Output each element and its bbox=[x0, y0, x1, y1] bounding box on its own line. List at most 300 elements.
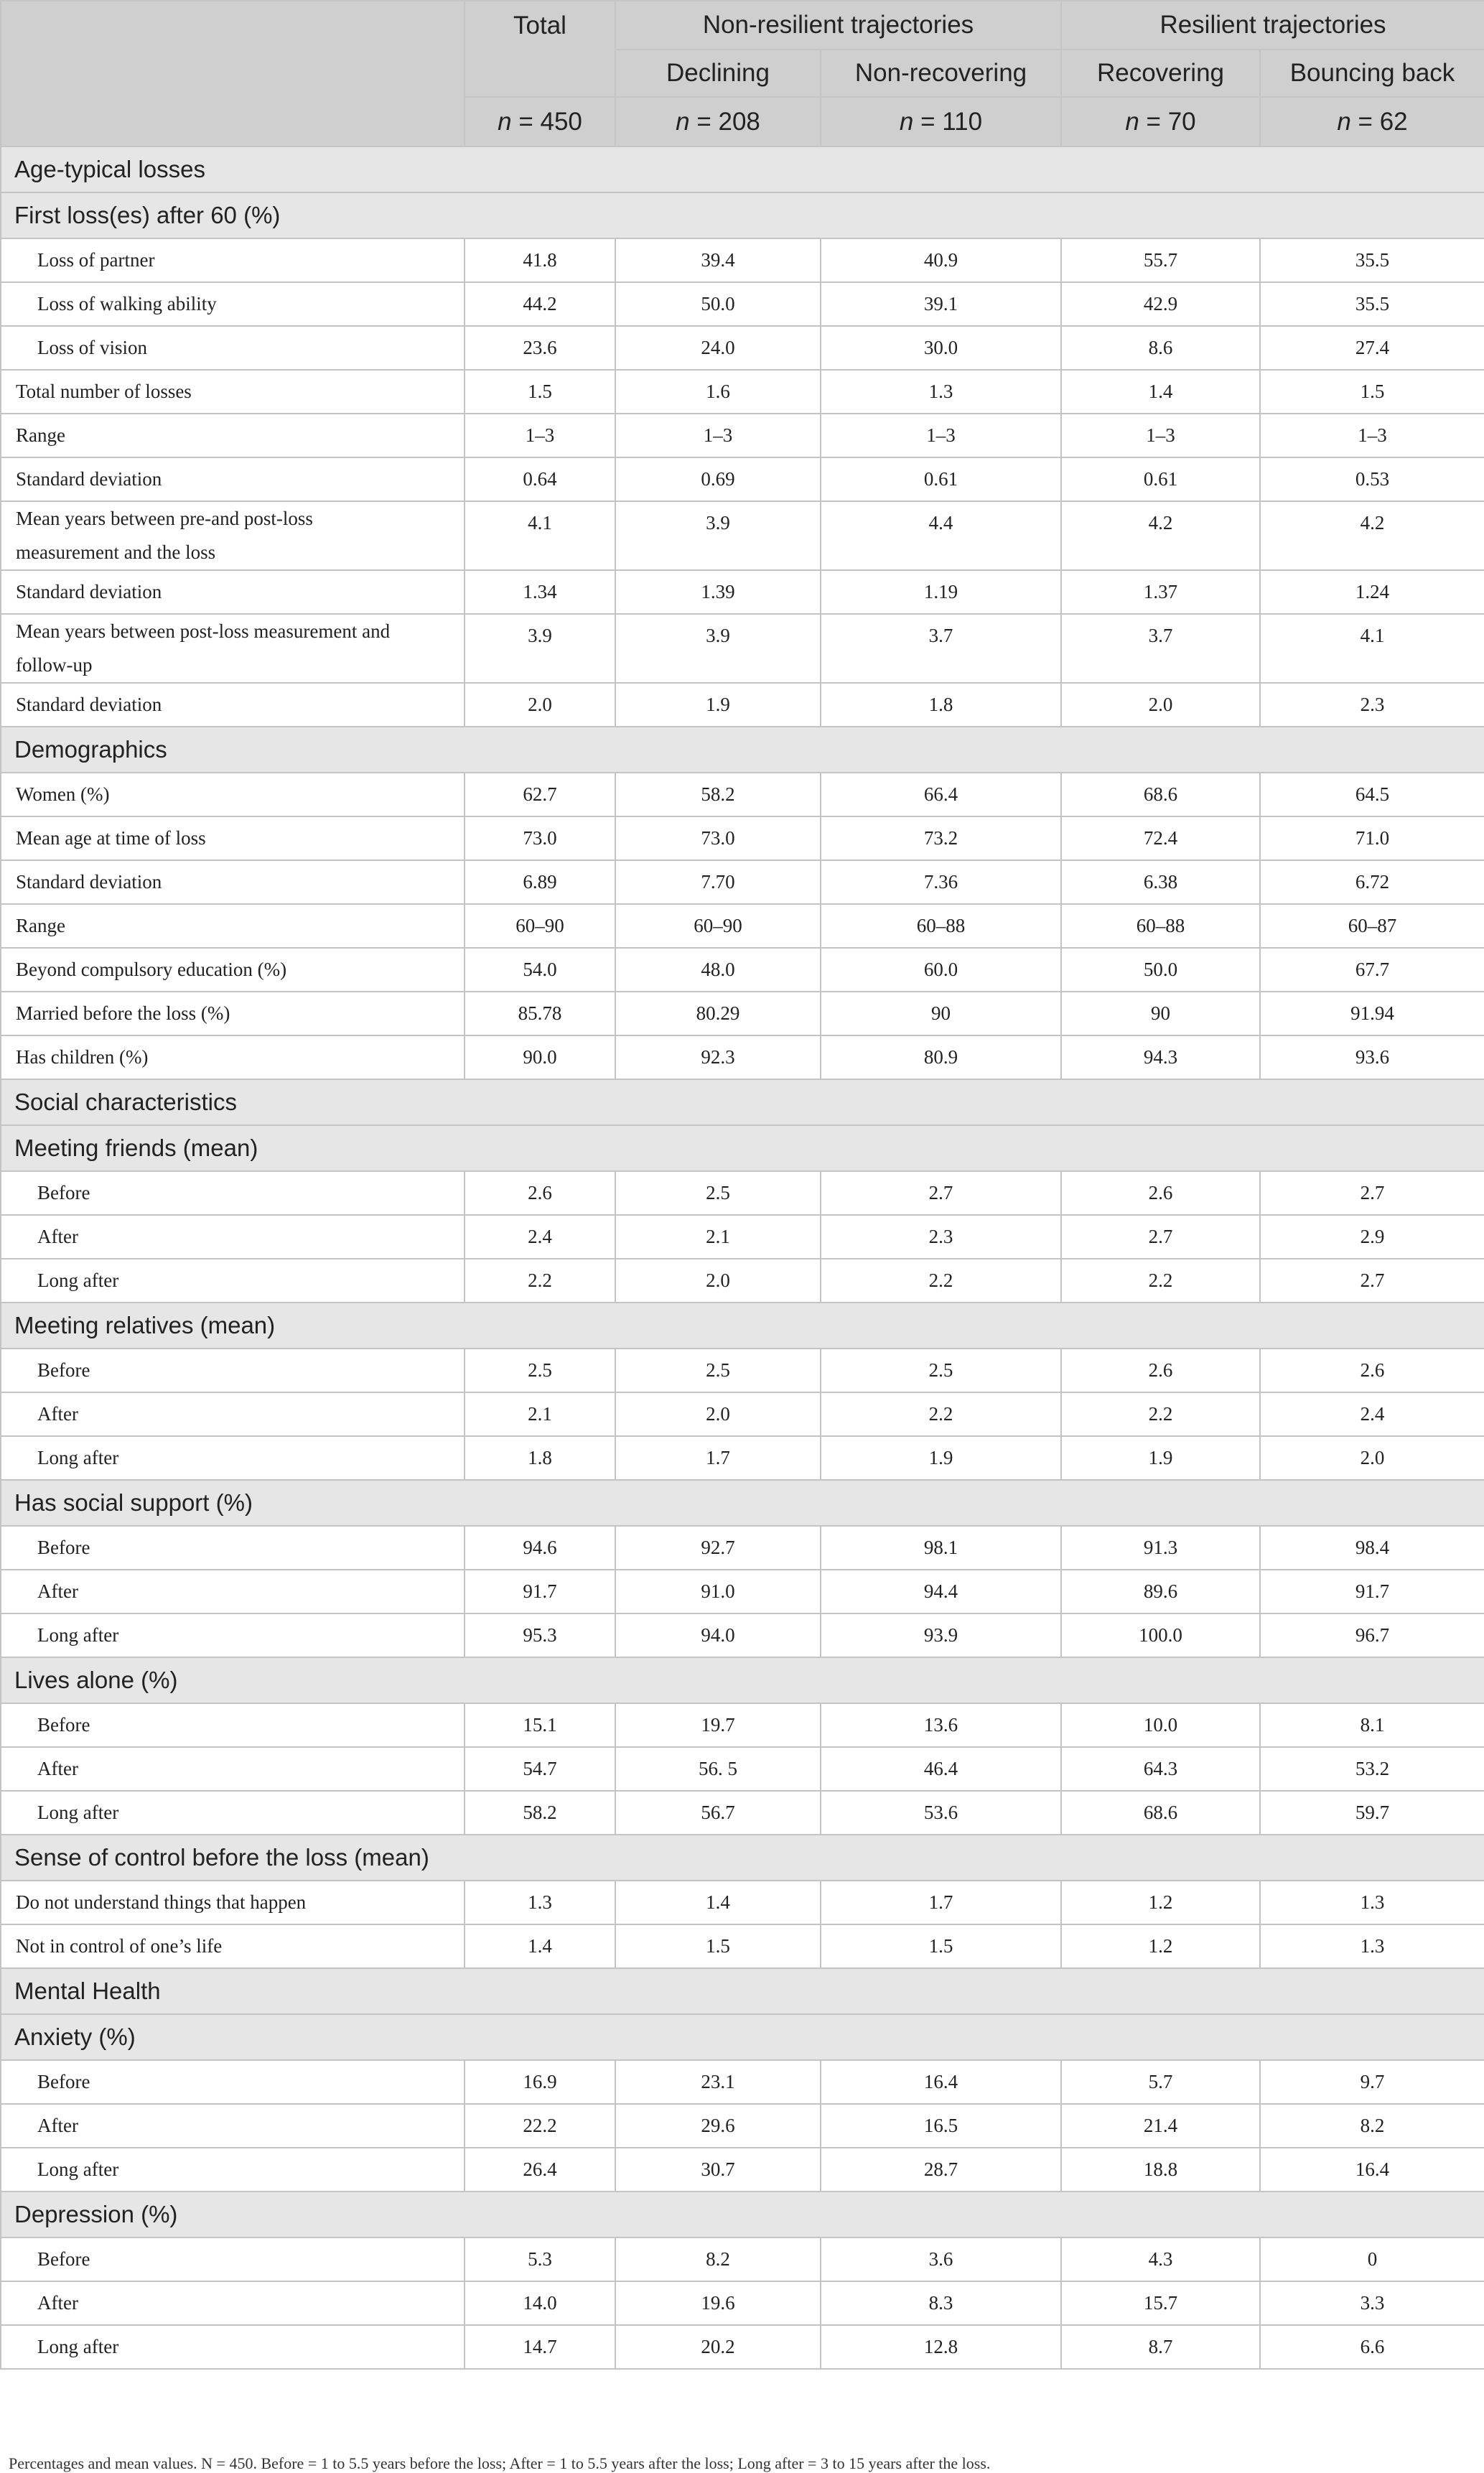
table-row bbox=[1, 2104, 1484, 2148]
table-row bbox=[1, 2148, 1484, 2192]
cell-value: 4.1 bbox=[1260, 614, 1484, 683]
cell-value: 60–90 bbox=[615, 904, 821, 948]
cell-value: 2.3 bbox=[1260, 683, 1484, 727]
cell-value: 1.39 bbox=[615, 570, 821, 614]
cell-value: 0.53 bbox=[1260, 457, 1484, 501]
n-label: n bbox=[1337, 107, 1351, 136]
n-value: = 70 bbox=[1146, 107, 1196, 136]
section-row bbox=[1, 1125, 1484, 1171]
cell-value: 6.38 bbox=[1061, 860, 1260, 904]
table-row bbox=[1, 1747, 1484, 1791]
cell-value: 10.0 bbox=[1061, 1703, 1260, 1747]
table-row bbox=[1, 816, 1484, 860]
table-row bbox=[1, 992, 1484, 1035]
table-row bbox=[1, 1924, 1484, 1968]
table-row bbox=[1, 1613, 1484, 1657]
cell-value: 2.4 bbox=[1260, 1392, 1484, 1436]
cell-value: 2.2 bbox=[821, 1259, 1061, 1303]
cell-value: 71.0 bbox=[1260, 816, 1484, 860]
row-label-text: Mean years between post-loss measurement and bbox=[16, 620, 391, 642]
cell-value: 53.6 bbox=[821, 1791, 1061, 1835]
cell-value: 1.6 bbox=[615, 370, 821, 414]
cell-value: 2.6 bbox=[465, 1171, 615, 1215]
row-label bbox=[1, 238, 465, 282]
cell-value: 2.0 bbox=[1061, 683, 1260, 727]
cell-value: 8.7 bbox=[1061, 2325, 1260, 2369]
row-label bbox=[1, 683, 465, 727]
row-label bbox=[1, 992, 465, 1035]
row-label-text: Mean years between pre-and post-loss bbox=[16, 508, 313, 529]
row-label-text: Total number of losses bbox=[16, 381, 192, 402]
row-label-text: After bbox=[37, 1580, 78, 1602]
section-label: Meeting friends (mean) bbox=[1, 1125, 1484, 1171]
cell-value: 1.4 bbox=[615, 1881, 821, 1924]
cell-value: 68.6 bbox=[1061, 773, 1260, 816]
cell-value: 8.2 bbox=[1260, 2104, 1484, 2148]
table-row bbox=[1, 2237, 1484, 2281]
cell-value: 29.6 bbox=[615, 2104, 821, 2148]
section-row bbox=[1, 1079, 1484, 1125]
row-label bbox=[1, 1436, 465, 1480]
header-n-bouncing-back bbox=[1260, 97, 1484, 146]
cell-value: 16.9 bbox=[465, 2060, 615, 2104]
cell-value: 41.8 bbox=[465, 238, 615, 282]
table-row bbox=[1, 1349, 1484, 1392]
cell-value: 85.78 bbox=[465, 992, 615, 1035]
cell-value: 28.7 bbox=[821, 2148, 1061, 2192]
cell-value: 1.9 bbox=[1061, 1436, 1260, 1480]
cell-value: 2.7 bbox=[1061, 1215, 1260, 1259]
cell-value: 13.6 bbox=[821, 1703, 1061, 1747]
cell-value: 5.7 bbox=[1061, 2060, 1260, 2104]
row-label-text: Women (%) bbox=[16, 783, 110, 805]
cell-value: 91.0 bbox=[615, 1570, 821, 1613]
cell-value: 1.5 bbox=[615, 1924, 821, 1968]
cell-value: 1.8 bbox=[821, 683, 1061, 727]
section-label: Meeting relatives (mean) bbox=[1, 1303, 1484, 1349]
cell-value: 2.1 bbox=[465, 1392, 615, 1436]
row-label bbox=[1, 2060, 465, 2104]
row-label bbox=[1, 1924, 465, 1968]
cell-value: 40.9 bbox=[821, 238, 1061, 282]
section-row bbox=[1, 192, 1484, 238]
row-label bbox=[1, 1747, 465, 1791]
table-row bbox=[1, 948, 1484, 992]
cell-value: 3.9 bbox=[465, 614, 615, 683]
cell-value: 2.1 bbox=[615, 1215, 821, 1259]
cell-value: 0.61 bbox=[1061, 457, 1260, 501]
cell-value: 92.7 bbox=[615, 1526, 821, 1570]
header-recovering: Recovering bbox=[1061, 50, 1260, 97]
cell-value: 46.4 bbox=[821, 1747, 1061, 1791]
cell-value: 14.7 bbox=[465, 2325, 615, 2369]
cell-value: 80.9 bbox=[821, 1035, 1061, 1079]
cell-value: 22.2 bbox=[465, 2104, 615, 2148]
row-label-text: Long after bbox=[37, 2158, 119, 2180]
cell-value: 2.4 bbox=[465, 1215, 615, 1259]
cell-value: 94.3 bbox=[1061, 1035, 1260, 1079]
row-label bbox=[1, 2237, 465, 2281]
n-value: = 62 bbox=[1358, 107, 1408, 136]
cell-value: 73.2 bbox=[821, 816, 1061, 860]
cell-value: 2.5 bbox=[465, 1349, 615, 1392]
cell-value: 4.1 bbox=[465, 501, 615, 570]
row-label-text: Mean age at time of loss bbox=[16, 827, 206, 849]
cell-value: 0.64 bbox=[465, 457, 615, 501]
row-label-text: Standard deviation bbox=[16, 694, 162, 715]
cell-value: 20.2 bbox=[615, 2325, 821, 2369]
header-n-non-recovering bbox=[821, 97, 1061, 146]
table-row bbox=[1, 1436, 1484, 1480]
cell-value: 3.9 bbox=[615, 614, 821, 683]
cell-value: 53.2 bbox=[1260, 1747, 1484, 1791]
n-label: n bbox=[899, 107, 914, 136]
cell-value: 6.6 bbox=[1260, 2325, 1484, 2369]
row-label-text: After bbox=[37, 1403, 78, 1425]
cell-value: 90.0 bbox=[465, 1035, 615, 1079]
cell-value: 54.0 bbox=[465, 948, 615, 992]
row-label bbox=[1, 1791, 465, 1835]
n-value: = 450 bbox=[518, 107, 582, 136]
cell-value: 4.2 bbox=[1061, 501, 1260, 570]
section-label: Mental Health bbox=[1, 1968, 1484, 2014]
cell-value: 56. 5 bbox=[615, 1747, 821, 1791]
table-row bbox=[1, 1791, 1484, 1835]
cell-value: 56.7 bbox=[615, 1791, 821, 1835]
cell-value: 94.4 bbox=[821, 1570, 1061, 1613]
cell-value: 24.0 bbox=[615, 326, 821, 370]
cell-value: 90 bbox=[1061, 992, 1260, 1035]
row-label-text: Has children (%) bbox=[16, 1046, 149, 1068]
table-row bbox=[1, 1259, 1484, 1303]
header-n-recovering bbox=[1061, 97, 1260, 146]
cell-value: 62.7 bbox=[465, 773, 615, 816]
cell-value: 16.5 bbox=[821, 2104, 1061, 2148]
row-label bbox=[1, 1392, 465, 1436]
section-row bbox=[1, 1835, 1484, 1881]
section-row bbox=[1, 1968, 1484, 2014]
cell-value: 1.4 bbox=[1061, 370, 1260, 414]
row-label bbox=[1, 1215, 465, 1259]
row-label bbox=[1, 1171, 465, 1215]
cell-value: 4.4 bbox=[821, 501, 1061, 570]
cell-value: 2.0 bbox=[615, 1392, 821, 1436]
table-row bbox=[1, 282, 1484, 326]
cell-value: 2.7 bbox=[1260, 1171, 1484, 1215]
header-n-declining bbox=[615, 97, 821, 146]
cell-value: 1.34 bbox=[465, 570, 615, 614]
cell-value: 12.8 bbox=[821, 2325, 1061, 2369]
table-row bbox=[1, 238, 1484, 282]
cell-value: 1.2 bbox=[1061, 1881, 1260, 1924]
cell-value: 1–3 bbox=[1260, 414, 1484, 457]
cell-value: 5.3 bbox=[465, 2237, 615, 2281]
header-blank-cell bbox=[1, 1, 465, 146]
row-label bbox=[1, 1259, 465, 1303]
table-row bbox=[1, 1703, 1484, 1747]
cell-value: 60–88 bbox=[1061, 904, 1260, 948]
section-row bbox=[1, 2192, 1484, 2237]
cell-value: 1–3 bbox=[1061, 414, 1260, 457]
cell-value: 95.3 bbox=[465, 1613, 615, 1657]
row-label-text: Loss of partner bbox=[37, 249, 155, 271]
section-label: Has social support (%) bbox=[1, 1480, 1484, 1526]
cell-value: 55.7 bbox=[1061, 238, 1260, 282]
cell-value: 1.19 bbox=[821, 570, 1061, 614]
row-label bbox=[1, 614, 465, 683]
n-label: n bbox=[676, 107, 690, 136]
row-label-text: Long after bbox=[37, 1447, 119, 1468]
cell-value: 16.4 bbox=[1260, 2148, 1484, 2192]
section-row bbox=[1, 1657, 1484, 1703]
cell-value: 67.7 bbox=[1260, 948, 1484, 992]
row-label-text: Standard deviation bbox=[16, 871, 162, 893]
cell-value: 19.7 bbox=[615, 1703, 821, 1747]
cell-value: 14.0 bbox=[465, 2281, 615, 2325]
cell-value: 44.2 bbox=[465, 282, 615, 326]
cell-value: 2.5 bbox=[615, 1171, 821, 1215]
cell-value: 2.5 bbox=[821, 1349, 1061, 1392]
cell-value: 96.7 bbox=[1260, 1613, 1484, 1657]
table-row bbox=[1, 370, 1484, 414]
cell-value: 1–3 bbox=[465, 414, 615, 457]
section-label: First loss(es) after 60 (%) bbox=[1, 192, 1484, 238]
table-row bbox=[1, 1035, 1484, 1079]
cell-value: 2.2 bbox=[1061, 1392, 1260, 1436]
cell-value: 72.4 bbox=[1061, 816, 1260, 860]
section-label: Lives alone (%) bbox=[1, 1657, 1484, 1703]
row-label-text: Long after bbox=[37, 1270, 119, 1291]
cell-value: 1.9 bbox=[615, 683, 821, 727]
cell-value: 73.0 bbox=[615, 816, 821, 860]
cell-value: 16.4 bbox=[821, 2060, 1061, 2104]
table-row bbox=[1, 860, 1484, 904]
cell-value: 58.2 bbox=[465, 1791, 615, 1835]
cell-value: 1.5 bbox=[821, 1924, 1061, 1968]
row-label-text: Long after bbox=[37, 1802, 119, 1823]
table-body bbox=[1, 146, 1484, 2369]
cell-value: 0 bbox=[1260, 2237, 1484, 2281]
cell-value: 8.1 bbox=[1260, 1703, 1484, 1747]
header-group-resilient: Resilient trajectories bbox=[1061, 1, 1484, 50]
cell-value: 2.3 bbox=[821, 1215, 1061, 1259]
row-label-text: Before bbox=[37, 1537, 90, 1558]
cell-value: 2.2 bbox=[1061, 1259, 1260, 1303]
cell-value: 1.3 bbox=[465, 1881, 615, 1924]
n-value: = 208 bbox=[696, 107, 760, 136]
cell-value: 1–3 bbox=[615, 414, 821, 457]
cell-value: 6.72 bbox=[1260, 860, 1484, 904]
row-label-text: Standard deviation bbox=[16, 581, 162, 602]
cell-value: 1.2 bbox=[1061, 1924, 1260, 1968]
cell-value: 2.0 bbox=[1260, 1436, 1484, 1480]
cell-value: 98.1 bbox=[821, 1526, 1061, 1570]
cell-value: 90 bbox=[821, 992, 1061, 1035]
cell-value: 1.7 bbox=[821, 1881, 1061, 1924]
header-n-total bbox=[465, 97, 615, 146]
table-row bbox=[1, 1215, 1484, 1259]
cell-value: 2.6 bbox=[1061, 1171, 1260, 1215]
cell-value: 91.3 bbox=[1061, 1526, 1260, 1570]
header-group-nonresilient: Non-resilient trajectories bbox=[615, 1, 1061, 50]
cell-value: 2.2 bbox=[821, 1392, 1061, 1436]
cell-value: 21.4 bbox=[1061, 2104, 1260, 2148]
cell-value: 3.7 bbox=[821, 614, 1061, 683]
cell-value: 0.69 bbox=[615, 457, 821, 501]
row-label bbox=[1, 948, 465, 992]
cell-value: 1.24 bbox=[1260, 570, 1484, 614]
cell-value: 48.0 bbox=[615, 948, 821, 992]
row-label bbox=[1, 904, 465, 948]
cell-value: 80.29 bbox=[615, 992, 821, 1035]
cell-value: 91.7 bbox=[1260, 1570, 1484, 1613]
section-row bbox=[1, 1303, 1484, 1349]
cell-value: 19.6 bbox=[615, 2281, 821, 2325]
cell-value: 1.4 bbox=[465, 1924, 615, 1968]
row-label bbox=[1, 2104, 465, 2148]
cell-value: 18.8 bbox=[1061, 2148, 1260, 2192]
cell-value: 30.7 bbox=[615, 2148, 821, 2192]
section-row bbox=[1, 146, 1484, 192]
cell-value: 2.2 bbox=[465, 1259, 615, 1303]
row-label-text: Standard deviation bbox=[16, 468, 162, 490]
table-row bbox=[1, 326, 1484, 370]
section-label: Social characteristics bbox=[1, 1079, 1484, 1125]
table-row bbox=[1, 773, 1484, 816]
row-label bbox=[1, 414, 465, 457]
section-row bbox=[1, 2014, 1484, 2060]
cell-value: 2.0 bbox=[615, 1259, 821, 1303]
table-row bbox=[1, 904, 1484, 948]
cell-value: 91.7 bbox=[465, 1570, 615, 1613]
cell-value: 27.4 bbox=[1260, 326, 1484, 370]
row-label-text: Before bbox=[37, 1359, 90, 1381]
row-label-text: Before bbox=[37, 1182, 90, 1203]
cell-value: 3.9 bbox=[615, 501, 821, 570]
table-row bbox=[1, 457, 1484, 501]
cell-value: 60–88 bbox=[821, 904, 1061, 948]
cell-value: 64.3 bbox=[1061, 1747, 1260, 1791]
row-label bbox=[1, 1035, 465, 1079]
cell-value: 1.9 bbox=[821, 1436, 1061, 1480]
header-total: Total bbox=[465, 1, 615, 97]
row-label-text: Beyond compulsory education (%) bbox=[16, 959, 287, 980]
row-label bbox=[1, 1703, 465, 1747]
cell-value: 39.4 bbox=[615, 238, 821, 282]
section-label: Anxiety (%) bbox=[1, 2014, 1484, 2060]
table-row bbox=[1, 1171, 1484, 1215]
cell-value: 1.3 bbox=[1260, 1924, 1484, 1968]
cell-value: 66.4 bbox=[821, 773, 1061, 816]
row-label-text: Long after bbox=[37, 2336, 119, 2357]
header-non-recovering: Non-recovering bbox=[821, 50, 1061, 97]
cell-value: 94.0 bbox=[615, 1613, 821, 1657]
cell-value: 64.5 bbox=[1260, 773, 1484, 816]
row-label bbox=[1, 457, 465, 501]
cell-value: 2.7 bbox=[1260, 1259, 1484, 1303]
row-label-text: Do not understand things that happen bbox=[16, 1891, 307, 1913]
row-label-text: After bbox=[37, 2115, 78, 2136]
table-row bbox=[1, 1526, 1484, 1570]
cell-value: 60–90 bbox=[465, 904, 615, 948]
table-row bbox=[1, 683, 1484, 727]
table-row bbox=[1, 1392, 1484, 1436]
row-label-text: Loss of vision bbox=[37, 337, 148, 358]
row-label bbox=[1, 1526, 465, 1570]
cell-value: 30.0 bbox=[821, 326, 1061, 370]
section-label: Depression (%) bbox=[1, 2192, 1484, 2237]
cell-value: 94.6 bbox=[465, 1526, 615, 1570]
row-label-text: Range bbox=[16, 915, 65, 936]
table-header bbox=[1, 1, 1484, 146]
row-label-text: After bbox=[37, 1226, 78, 1247]
table-row bbox=[1, 2325, 1484, 2369]
cell-value: 3.7 bbox=[1061, 614, 1260, 683]
cell-value: 2.6 bbox=[1061, 1349, 1260, 1392]
cell-value: 93.9 bbox=[821, 1613, 1061, 1657]
cell-value: 3.3 bbox=[1260, 2281, 1484, 2325]
row-label-text: Long after bbox=[37, 1624, 119, 1646]
cell-value: 89.6 bbox=[1061, 1570, 1260, 1613]
row-label bbox=[1, 326, 465, 370]
n-label: n bbox=[1125, 107, 1139, 136]
cell-value: 92.3 bbox=[615, 1035, 821, 1079]
row-label bbox=[1, 1570, 465, 1613]
cell-value: 7.36 bbox=[821, 860, 1061, 904]
row-label-text: Before bbox=[37, 2071, 90, 2092]
row-label-text: After bbox=[37, 1758, 78, 1779]
row-label bbox=[1, 860, 465, 904]
cell-value: 1–3 bbox=[821, 414, 1061, 457]
table-row bbox=[1, 501, 1484, 570]
row-label bbox=[1, 501, 465, 570]
cell-value: 91.94 bbox=[1260, 992, 1484, 1035]
cell-value: 59.7 bbox=[1260, 1791, 1484, 1835]
cell-value: 54.7 bbox=[465, 1747, 615, 1791]
cell-value: 50.0 bbox=[615, 282, 821, 326]
cell-value: 2.0 bbox=[465, 683, 615, 727]
row-label-text: After bbox=[37, 2292, 78, 2314]
section-row bbox=[1, 1480, 1484, 1526]
cell-value: 1.7 bbox=[615, 1436, 821, 1480]
cell-value: 2.9 bbox=[1260, 1215, 1484, 1259]
n-label: n bbox=[498, 107, 512, 136]
cell-value: 42.9 bbox=[1061, 282, 1260, 326]
cell-value: 35.5 bbox=[1260, 282, 1484, 326]
cell-value: 1.37 bbox=[1061, 570, 1260, 614]
cell-value: 1.3 bbox=[821, 370, 1061, 414]
row-label bbox=[1, 1613, 465, 1657]
cell-value: 98.4 bbox=[1260, 1526, 1484, 1570]
cell-value: 58.2 bbox=[615, 773, 821, 816]
cell-value: 23.1 bbox=[615, 2060, 821, 2104]
row-label-text: Before bbox=[37, 2248, 90, 2270]
header-bouncing-back: Bouncing back bbox=[1260, 50, 1484, 97]
row-label bbox=[1, 2281, 465, 2325]
cell-value: 9.7 bbox=[1260, 2060, 1484, 2104]
cell-value: 23.6 bbox=[465, 326, 615, 370]
row-label-text: Range bbox=[16, 424, 65, 446]
row-label bbox=[1, 1881, 465, 1924]
cell-value: 1.5 bbox=[465, 370, 615, 414]
cell-value: 60.0 bbox=[821, 948, 1061, 992]
table-row bbox=[1, 414, 1484, 457]
table-row bbox=[1, 2281, 1484, 2325]
table-row bbox=[1, 570, 1484, 614]
cell-value: 39.1 bbox=[821, 282, 1061, 326]
cell-value: 60–87 bbox=[1260, 904, 1484, 948]
row-label-text: Married before the loss (%) bbox=[16, 1002, 230, 1024]
